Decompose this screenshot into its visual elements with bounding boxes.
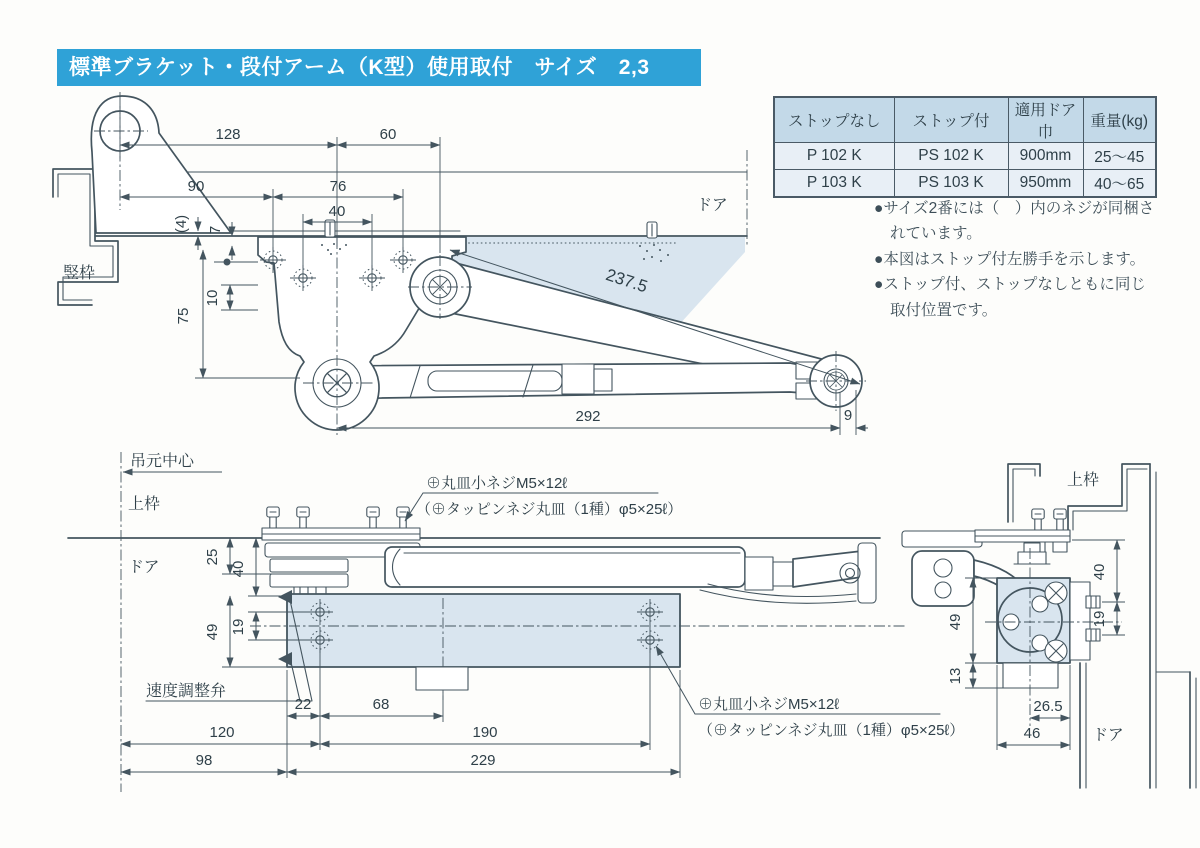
note-line: ●ストップ付、ストップなしともに同じ — [874, 276, 1146, 294]
dim-25: 25 — [204, 548, 221, 566]
dim-13: 13 — [947, 667, 964, 685]
col-header-stop-with: ストップ付 — [894, 97, 1008, 143]
top-frame-label: 上枠 — [1066, 472, 1100, 489]
dim-40: 40 — [1091, 563, 1108, 581]
dim-120: 120 — [209, 724, 235, 741]
note-line: ●サイズ2番には（ ）内のネジが同梱さ — [874, 200, 1155, 217]
col-header-stop-none: ストップなし — [774, 97, 894, 143]
dim-26-5: 26.5 — [1033, 698, 1063, 715]
dim-9: 9 — [843, 407, 853, 424]
note-line: れています。 — [890, 225, 982, 243]
dim-22: 22 — [294, 696, 312, 713]
dim-76: 76 — [329, 178, 347, 195]
jamb-label: 竪枠 — [62, 265, 96, 282]
dim-49: 49 — [947, 613, 964, 631]
door-label: ドア — [696, 197, 728, 214]
dim-46: 46 — [1023, 725, 1041, 742]
speed-valve-label: 速度調整弁 — [146, 683, 227, 700]
dim-98: 98 — [195, 752, 213, 769]
dim-75: 75 — [175, 307, 192, 325]
top-view — [53, 92, 868, 435]
end-view — [902, 464, 1196, 788]
door-label: ドア — [128, 559, 160, 576]
closer-body — [258, 237, 472, 435]
col-header-door-width: 適用ドア巾 — [1008, 97, 1083, 143]
dim-237-5: 237.5 — [603, 265, 650, 297]
dim-68: 68 — [372, 696, 390, 713]
top-frame-label: 上枠 — [128, 496, 161, 513]
dim-19: 19 — [1091, 610, 1108, 628]
cell-door-width: 950mm — [1008, 170, 1083, 198]
cell-model-stop: PS 103 K — [894, 170, 1008, 198]
screw-note-line2: （⊕タッピンネジ丸皿（1種）φ5×25ℓ） — [698, 722, 965, 739]
cell-model: P 103 K — [774, 170, 894, 198]
closer-body-side — [250, 590, 905, 700]
dim-49: 49 — [204, 623, 221, 641]
dim-60: 60 — [379, 126, 397, 143]
note-line: 取付位置です。 — [890, 301, 998, 319]
dim-190: 190 — [472, 724, 498, 741]
dim-10: 10 — [204, 289, 221, 307]
door-label: ドア — [1092, 727, 1124, 744]
dim-229: 229 — [470, 752, 496, 769]
dim-40: 40 — [328, 203, 346, 220]
dim-40: 40 — [230, 560, 247, 578]
dim-7: 7 — [207, 225, 224, 235]
cell-model: P 102 K — [774, 143, 894, 170]
screw-callout-2 — [656, 646, 964, 739]
col-header-weight: 重量(kg) — [1083, 97, 1156, 143]
dim-19: 19 — [230, 618, 247, 636]
cell-weight: 40〜65 — [1083, 170, 1156, 198]
forearm — [312, 363, 836, 399]
dim-90: 90 — [187, 178, 205, 195]
screw-note-line1: ⊕丸皿小ネジM5×12ℓ — [698, 696, 840, 713]
screw-note-line1: ⊕丸皿小ネジM5×12ℓ — [426, 475, 568, 492]
screw-callout-1 — [405, 475, 682, 521]
dim-292: 292 — [575, 408, 601, 425]
mounting-bracket — [262, 507, 420, 540]
screw-note-line2: （⊕タッピンネジ丸皿（1種）φ5×25ℓ） — [416, 501, 683, 518]
hinge-plate — [91, 96, 231, 233]
page-title: 標準ブラケット・段付アーム（K型）使用取付 サイズ 2,3 — [57, 49, 701, 86]
dim-128: 128 — [215, 126, 241, 143]
cell-model-stop: PS 102 K — [894, 143, 1008, 170]
side-view — [68, 452, 964, 792]
dim-4: (4) — [173, 214, 190, 234]
note-line: ●本図はストップ付左勝手を示します。 — [874, 250, 1146, 268]
cell-weight: 25〜45 — [1083, 143, 1156, 170]
cell-door-width: 900mm — [1008, 143, 1083, 170]
hinge-center-label: 吊元中心 — [130, 453, 195, 470]
